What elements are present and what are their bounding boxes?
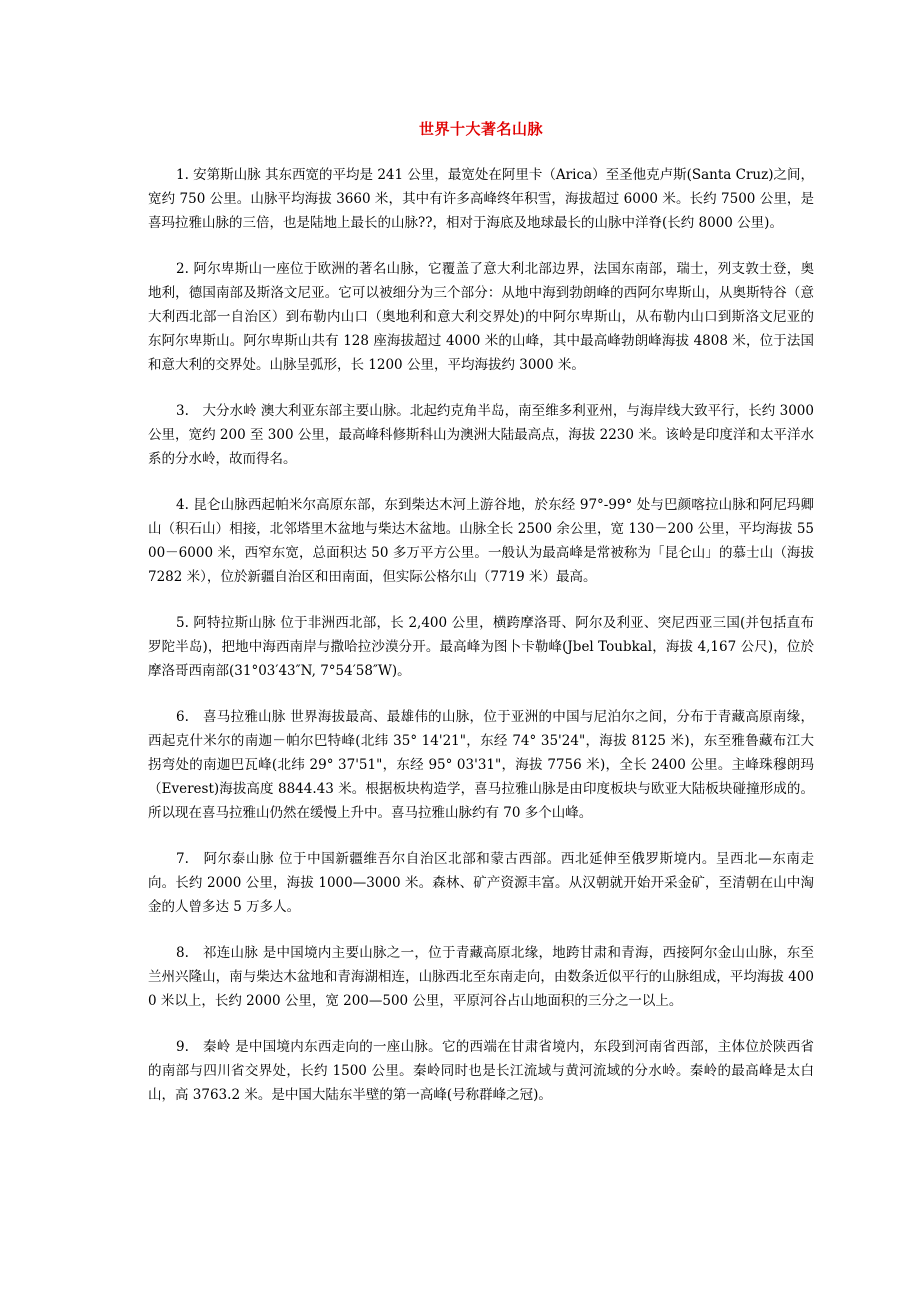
paragraph-andes: 1. 安第斯山脉 其东西宽的平均是 241 公里，最宽处在阿里卡（Arica）至圣他克卢斯(Santa Cruz)之间，宽约 750 公里。山脉平均海拔 3660 米，其中有许多高峰终年积雪，海拔超过 6000 米。长约 7500 公里，是喜玛拉雅山脉的三倍，也是陆地上最长的山脉??，相对于海底及地球最长的山脉中洋脊(长约 8000 公里)。 [148, 167, 814, 231]
paragraph-altai: 7. 阿尔泰山脉 位于中国新疆维吾尔自治区北部和蒙古西部。西北延伸至俄罗斯境内。呈西北—东南走向。长约 2000 公里，海拔 1000—3000 米。森林、矿产资源丰富。从汉朝就开始开采金矿，至清朝在山中淘金的人曾多达 5 万多人。 [148, 851, 814, 915]
paragraph-kunlun: 4. 昆仑山脉西起帕米尔高原东部，东到柴达木河上游谷地，於东经 97°-99° 处与巴颜喀拉山脉和阿尼玛卿山（积石山）相接，北邻塔里木盆地与柴达木盆地。山脉全长 2500 余公里，宽 130－200 公里，平均海拔 5500－6000 米，西窄东宽，总面积达 50 多万平方公里。一般认为最高峰是常被称为「昆仑山」的慕士山（海拔 7282 米），位於新疆自治区和田南面，但实际公格尔山（7719 米）最高。 [148, 497, 814, 585]
paragraph-alps: 2. 阿尔卑斯山一座位于欧洲的著名山脉，它覆盖了意大利北部边界，法国东南部，瑞士，列支敦士登，奥地利，德国南部及斯洛文尼亚。它可以被细分为三个部分：从地中海到勃朗峰的西阿尔卑斯山，从奥斯特谷（意大利西北部一自治区）到布勒内山口（奥地利和意大利交界处)的中阿尔卑斯山，从布勒内山口到斯洛文尼亚的东阿尔卑斯山。阿尔卑斯山共有 128 座海拔超过 4000 米的山峰，其中最高峰勃朗峰海拔 4808 米，位于法国和意大利的交界处。山脉呈弧形，长 1200 公里，平均海拔约 3000 米。 [148, 261, 814, 373]
document-title: 世界十大著名山脉 [418, 120, 543, 138]
paragraph-great-dividing-range: 3. 大分水岭 澳大利亚东部主要山脉。北起约克角半岛，南至维多利亚州，与海岸线大致平行，长约 3000 公里，宽约 200 至 300 公里，最高峰科修斯科山为澳洲大陆最高点，海拔 2230 米。该岭是印度洋和太平洋水系的分水岭，故而得名。 [148, 403, 814, 467]
document-page [148, 117, 814, 1129]
paragraph-qinling: 9. 秦岭 是中国境内东西走向的一座山脉。它的西端在甘肃省境内，东段到河南省西部，主体位於陕西省的南部与四川省交界处，长约 1500 公里。秦岭同时也是长江流域与黄河流域的分水岭。秦岭的最高峰是太白山，高 3763.2 米。是中国大陆东半壁的第一高峰(号称群峰之冠)。 [148, 1039, 814, 1103]
paragraph-atlas: 5. 阿特拉斯山脉 位于非洲西北部，长 2,400 公里，横跨摩洛哥、阿尔及利亚、突尼西亚三国(并包括直布罗陀半岛)，把地中海西南岸与撒哈拉沙漠分开。最高峰为图卜卡勒峰(Jbel Toubkal，海拔 4,167 公尺)，位於摩洛哥西南部(31°03′43″N, 7°54′58″W)。 [148, 615, 814, 679]
paragraph-qilian: 8. 祁连山脉 是中国境内主要山脉之一，位于青藏高原北缘，地跨甘肃和青海，西接阿尔金山山脉，东至兰州兴隆山，南与柴达木盆地和青海湖相连，山脉西北至东南走向，由数条近似平行的山脉组成，平均海拔 4000 米以上，长约 2000 公里，宽 200—500 公里，平原河谷占山地面积的三分之一以上。 [148, 945, 814, 1009]
paragraph-himalaya: 6. 喜马拉雅山脉 世界海拔最高、最雄伟的山脉，位于亚洲的中国与尼泊尔之间，分布于青藏高原南缘，西起克什米尔的南迦－帕尔巴特峰(北纬 35° 14'21"，东经 74° 35'24"，海拔 8125 米)，东至雅鲁藏布江大拐弯处的南迦巴瓦峰(北纬 29° 37'51"，东经 95° 03'31"，海拔 7756 米)，全长 2400 公里。主峰珠穆朗玛（Everest)海拔高度 8844.43 米。根据板块构造学，喜马拉雅山脉是由印度板块与欧亚大陆板块碰撞形成的。所以现在喜马拉雅山仍然在缓慢上升中。喜马拉雅山脉约有 70 多个山峰。 [148, 709, 814, 821]
